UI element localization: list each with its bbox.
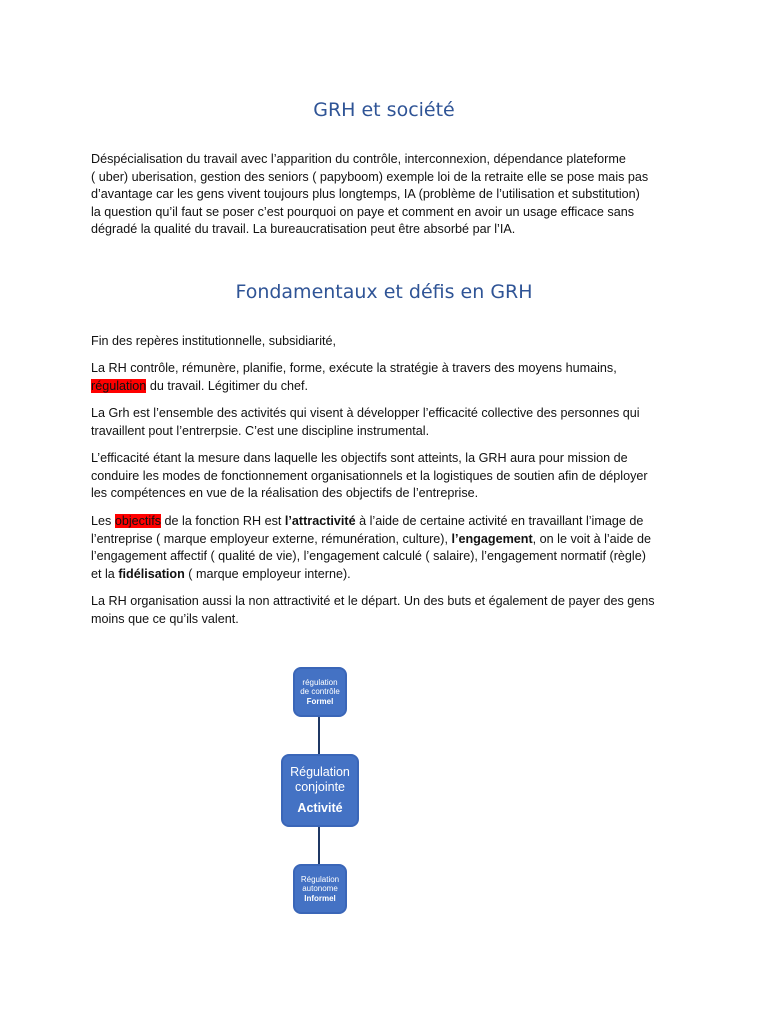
text-line: ( uber) uberisation, gestion des seniors ( papyboom) exemple loi de la retraite elle se pose mais pas	[91, 169, 649, 184]
bold-attractivite: l’attractivité	[284, 514, 356, 528]
text-line: L’efficacité étant la mesure dans laquelle les objectifs sont atteints, la GRH aura pour mission de	[91, 451, 628, 465]
bold-engagement: l’engagement	[451, 531, 533, 546]
node-label: Régulation	[290, 765, 350, 779]
text-span: , on le voit à l’aide de	[532, 531, 651, 546]
text-line: l’engagement affectif ( qualité de vie), l’engagement calculé ( salaire), l’engagement normatif (règle)	[91, 549, 646, 564]
text-line: Déspécialisation du travail avec l’apparition du contrôle, interconnexion, dépendance plateforme	[91, 152, 626, 166]
node-label-bold: Informel	[304, 893, 336, 903]
text-span: ( marque employeur interne).	[184, 566, 351, 581]
section-title-fondamentaux: Fondamentaux et défis en GRH	[235, 281, 533, 303]
node-label-bold: Formel	[306, 696, 334, 706]
text-line	[91, 566, 681, 584]
paragraph-efficacite	[91, 450, 681, 503]
diagram-node-regulation-autonome	[293, 864, 347, 914]
text-line: la question qu’il faut se poser c’est pourquoi on paye et comment en avoir un usage efficace sans	[91, 204, 635, 219]
text-line	[91, 531, 681, 549]
text-line: La RH organisation aussi la non attractivité et le départ. Un des buts et également de payer des gens	[91, 594, 655, 608]
node-label-bold: Activité	[297, 801, 343, 815]
text-span: de la fonction RH est	[161, 514, 285, 528]
text-line: conduire les modes de fonctionnement organisationnels et la logistiques de soutien afin de déployer	[91, 468, 648, 483]
text-line	[91, 513, 681, 531]
paragraph-non-attractivite	[91, 593, 681, 628]
highlighted-word-regulation: régulation	[91, 378, 147, 393]
paragraph-rh-controle	[91, 360, 681, 395]
paragraph-grh-definition	[91, 405, 681, 440]
node-label: autonome	[302, 884, 338, 894]
text-line	[91, 378, 681, 396]
node-label: de contrôle	[300, 687, 340, 697]
text-span: l’entreprise ( marque employeur externe, rémunération, culture),	[91, 531, 452, 546]
diagram-connector-bottom	[318, 826, 320, 866]
bold-fidelisation: fidélisation	[118, 566, 185, 581]
text-line: travaillent pout l’entrerpsie. C’est une discipline instrumental.	[91, 423, 430, 438]
section-title-grh-societe: GRH et société	[313, 99, 455, 121]
paragraph-objectifs	[91, 513, 681, 583]
paragraph-reperes	[91, 333, 681, 351]
diagram-node-regulation-controle	[293, 667, 347, 717]
text-span: et la	[91, 566, 119, 581]
diagram-node-regulation-conjointe	[281, 754, 359, 827]
node-label: conjointe	[294, 779, 346, 794]
node-label: régulation	[302, 677, 338, 687]
text-line: d’avantage car les gens vivent toujours plus longtemps, IA (problème de l’utilisation et substitution)	[91, 187, 640, 202]
diagram-connector-top	[318, 716, 320, 756]
text-line: dégradé la qualité du travail. La bureaucratisation peut être absorbé par l’IA.	[91, 222, 516, 237]
text-span: du travail. Légitimer du chef.	[146, 378, 309, 393]
paragraph-grh-societe	[91, 151, 681, 239]
text-span: Les	[91, 514, 115, 528]
text-line: moins que ce qu’ils valent.	[91, 611, 239, 626]
text-span: à l’aide de certaine activité en travaillant l’image de	[355, 514, 644, 528]
highlighted-word-objectifs: objectifs	[114, 514, 162, 528]
text-line: La RH contrôle, rémunère, planifie, forme, exécute la stratégie à travers des moyens humains,	[91, 361, 617, 375]
node-label: Régulation	[300, 874, 340, 884]
text-line: les compétences en vue de la réalisation des objectifs de l’entreprise.	[91, 486, 479, 501]
text-line: La Grh est l’ensemble des activités qui visent à développer l’efficacité collective des personnes qui	[91, 406, 640, 420]
text-line: Fin des repères institutionnelle, subsidiarité,	[91, 334, 337, 348]
